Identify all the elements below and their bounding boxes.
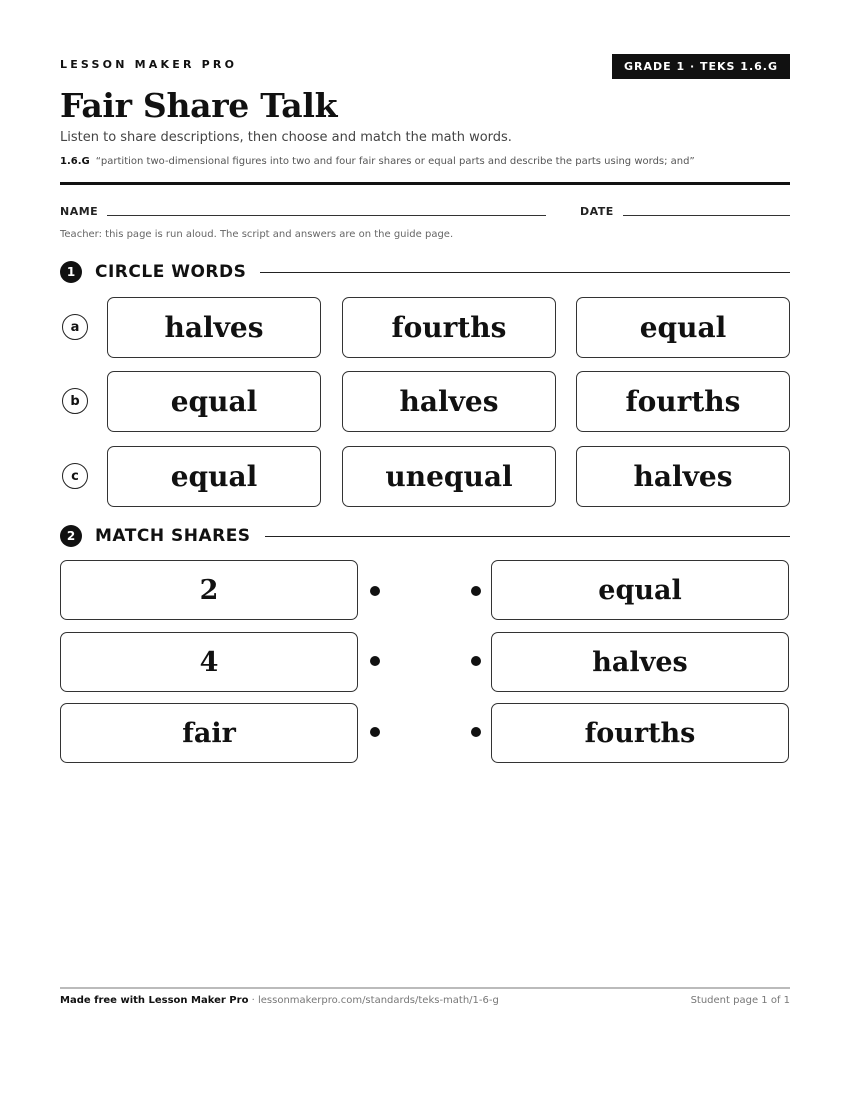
- standard-text: “partition two-dimensional figures into two and four fair shares or equal parts and describe the parts using words; and”: [95, 156, 695, 167]
- footer-made-with: Made free with Lesson Maker Pro: [60, 995, 249, 1006]
- word-choice[interactable]: equal: [576, 297, 790, 358]
- section-title: MATCH SHARES: [95, 526, 251, 546]
- footer-credit: [60, 995, 499, 1006]
- section-circle-words-header: [60, 260, 790, 284]
- match-left-item[interactable]: 4: [60, 632, 358, 692]
- section-divider: [260, 272, 790, 273]
- row-letter-c: c: [62, 463, 88, 489]
- section-number: 2: [60, 525, 82, 547]
- standard-description: [60, 156, 695, 167]
- grade-badge: GRADE 1 · TEKS 1.6.G: [612, 54, 790, 79]
- footer-url[interactable]: · lessonmakerpro.com/standards/teks-math/1-6-g: [248, 995, 499, 1006]
- date-field[interactable]: [623, 215, 790, 216]
- teacher-note: Teacher: this page is run aloud. The script and answers are on the guide page.: [60, 229, 454, 240]
- match-dot-right[interactable]: [471, 656, 481, 666]
- section-title: CIRCLE WORDS: [95, 262, 247, 282]
- word-choice[interactable]: equal: [107, 371, 321, 432]
- match-dot-left[interactable]: [370, 586, 380, 596]
- section-number: 1: [60, 261, 82, 283]
- page-subtitle: Listen to share descriptions, then choose and match the math words.: [60, 130, 512, 145]
- word-choice[interactable]: unequal: [342, 446, 556, 507]
- match-dot-right[interactable]: [471, 586, 481, 596]
- match-left-item[interactable]: fair: [60, 703, 358, 763]
- word-choice[interactable]: fourths: [576, 371, 790, 432]
- header-divider: [60, 182, 790, 185]
- match-right-item[interactable]: halves: [491, 632, 789, 692]
- section-match-shares-header: [60, 524, 790, 548]
- date-label: DATE: [580, 205, 614, 218]
- name-field[interactable]: [107, 215, 546, 216]
- page-title: Fair Share Talk: [60, 86, 338, 125]
- word-choice[interactable]: halves: [342, 371, 556, 432]
- word-choice[interactable]: equal: [107, 446, 321, 507]
- brand-name: LESSON MAKER PRO: [60, 58, 238, 71]
- name-label: NAME: [60, 205, 99, 218]
- word-choice[interactable]: halves: [576, 446, 790, 507]
- match-dot-left[interactable]: [370, 656, 380, 666]
- match-left-item[interactable]: 2: [60, 560, 358, 620]
- section-divider: [265, 536, 790, 537]
- row-letter-a: a: [62, 314, 88, 340]
- match-dot-right[interactable]: [471, 727, 481, 737]
- word-choice[interactable]: halves: [107, 297, 321, 358]
- match-right-item[interactable]: fourths: [491, 703, 789, 763]
- word-choice[interactable]: fourths: [342, 297, 556, 358]
- footer-page-number: Student page 1 of 1: [690, 995, 790, 1006]
- row-letter-b: b: [62, 388, 88, 414]
- standard-code: 1.6.G: [60, 156, 90, 167]
- match-dot-left[interactable]: [370, 727, 380, 737]
- match-right-item[interactable]: equal: [491, 560, 789, 620]
- footer-divider: [60, 987, 790, 989]
